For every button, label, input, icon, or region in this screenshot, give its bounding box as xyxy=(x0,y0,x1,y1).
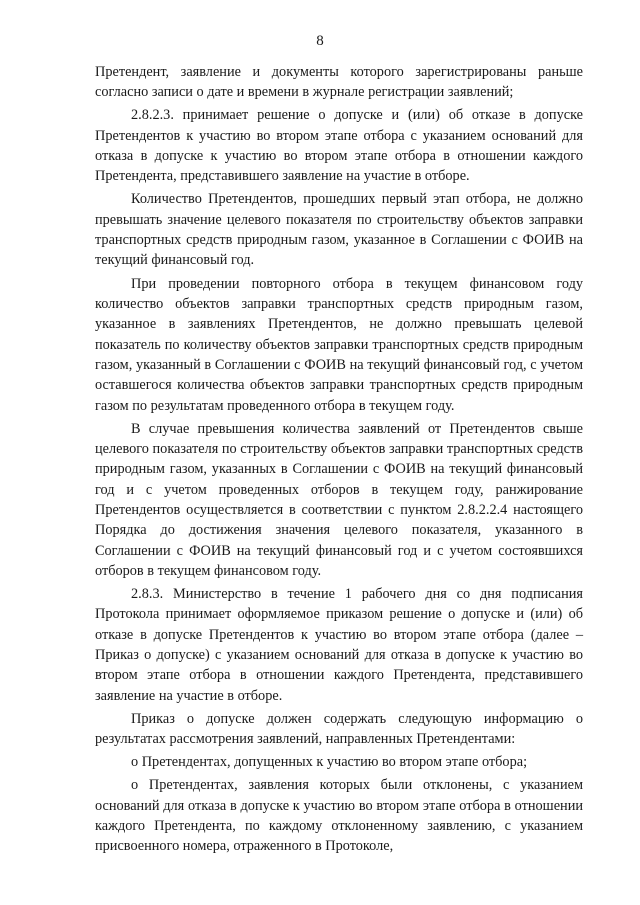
paragraph-2-8-3: 2.8.3. Министерство в течение 1 рабочего дня со дня подписания Протокола принимает оформляемое приказом решение о допуске и (или) об отказе в допуске Претендентов к участию во втором этапе отбора (далее – Приказ о допуске) с указанием оснований для отказа в допуске к участию во втором этапе отбора в отношении каждого Претендента, представившего заявление на участие в отборе. xyxy=(95,586,583,704)
paragraph-2-8-2-3: 2.8.2.3. принимает решение о допуске и (или) об отказе в допуске Претендентов к участию во втором этапе отбора с указанием оснований для отказа в допуске к участию во втором этапе отбора в отношении каждого Претендента, представившего заявление на участие в отборе. xyxy=(95,107,583,185)
paragraph-order-content: Приказ о допуске должен содержать следующую информацию о результатах рассмотрения заявлений, направленных Претендентами: xyxy=(95,710,583,748)
paragraph-admitted-applicants: о Претендентах, допущенных к участию во втором этапе отбора; xyxy=(131,754,528,771)
paragraph-excess-applications: В случае превышения количества заявлений от Претендентов свыше целевого показателя по строительству объектов заправки транспортных средств природным газом, указанных в Соглашении с ФОИВ на текущий финансовый год и с учетом проведенных отборов в текущем году, ранжирование Претендентов осуществляется в соответствии с пунктом 2.8.2.2.4 настоящего Порядка до достижения значения целевого показателя, указанного в Соглашении с ФОИВ на текущий финансовый год и с учетом состоявшихся отборов в текущем финансовом году. xyxy=(95,420,583,579)
paragraph-rejected-applicants: о Претендентах, заявления которых были отклонены, с указанием оснований для отказа в допуске к участию во втором этапе отбора в отношении каждого Претендента, по каждому отклоненному заявлению, с указанием присвоенного номера, отраженного в Протоколе, xyxy=(95,777,583,855)
paragraph-applicant-count: Количество Претендентов, прошедших первый этап отбора, не должно превышать значение целевого показателя по строительству объектов заправки транспортных средств природным газом, указанное в Соглашении с ФОИВ на текущий финансовый год. xyxy=(95,191,583,269)
document-body xyxy=(95,62,583,859)
page-number: 8 xyxy=(316,33,324,49)
paragraph-repeat-selection: При проведении повторного отбора в текущем финансовом году количество объектов заправки транспортных средств природным газом, указанное в заявлениях Претендентов, не должно превышать целевой показатель по количеству объектов заправки транспортных средств природным газом, указанный в Соглашении с ФОИВ на текущий финансовый год, с учетом оставшегося количества объектов заправки транспортных средств природным газом по результатам проведенного отбора в текущем году. xyxy=(95,275,583,414)
paragraph-continuation: Претендент, заявление и документы которого зарегистрированы раньше согласно записи о дате и времени в журнале регистрации заявлений; xyxy=(95,64,583,101)
